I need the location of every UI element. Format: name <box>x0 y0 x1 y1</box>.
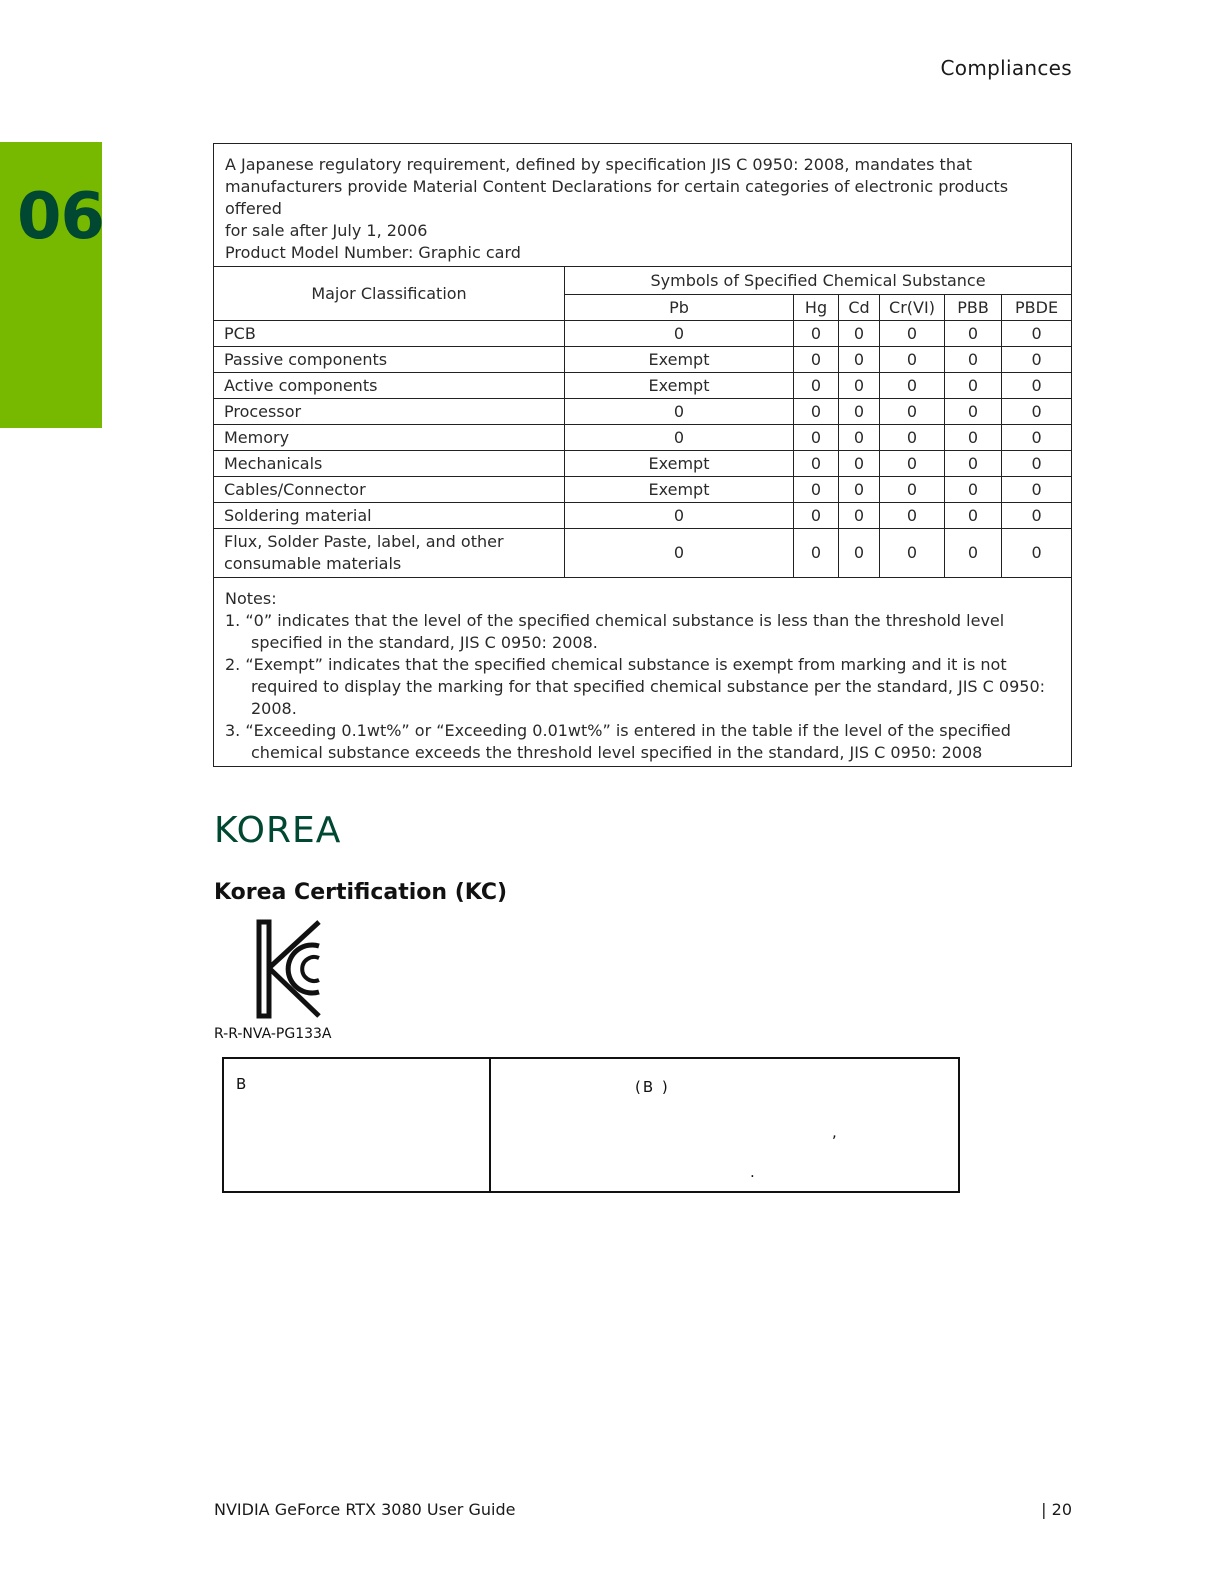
section-title: Compliances <box>940 56 1072 80</box>
row-value: 0 <box>839 425 880 451</box>
class-b-desc: (B ) <box>635 1078 670 1096</box>
intro-line: manufacturers provide Material Content Declarations for certain categories of electronic products offered <box>225 177 1009 218</box>
row-classification: Flux, Solder Paste, label, and other consumable materials <box>214 529 565 578</box>
intro-line: for sale after July 1, 2006 <box>225 221 428 240</box>
row-value: 0 <box>794 347 839 373</box>
korea-class-cell <box>223 1058 490 1192</box>
row-value: 0 <box>945 477 1002 503</box>
row-classification: PCB <box>214 321 565 347</box>
row-value: 0 <box>794 373 839 399</box>
row-value: 0 <box>794 503 839 529</box>
row-value: 0 <box>794 529 839 578</box>
desc-mark: . <box>750 1163 755 1181</box>
row-value: Exempt <box>565 451 794 477</box>
row-value: 0 <box>945 451 1002 477</box>
row-value: 0 <box>1002 347 1072 373</box>
row-value: 0 <box>945 425 1002 451</box>
table-row <box>214 451 1072 477</box>
column-header: Pb <box>565 295 794 321</box>
kc-subheading: Korea Certification (KC) <box>214 880 508 905</box>
intro-line: Product Model Number: Graphic card <box>225 243 521 262</box>
column-header: Cr(VI) <box>880 295 945 321</box>
row-classification: Soldering material <box>214 503 565 529</box>
table-row <box>214 373 1072 399</box>
row-value: 0 <box>1002 373 1072 399</box>
table-row <box>214 477 1072 503</box>
intro-line: A Japanese regulatory requirement, defined by specification JIS C 0950: 2008, mandates that <box>225 155 973 174</box>
row-value: 0 <box>880 321 945 347</box>
row-value: 0 <box>945 399 1002 425</box>
row-value: 0 <box>794 425 839 451</box>
notes-label: Notes: <box>225 589 277 608</box>
row-value: 0 <box>1002 477 1072 503</box>
row-value: 0 <box>839 321 880 347</box>
row-value: Exempt <box>565 477 794 503</box>
row-value: 0 <box>839 347 880 373</box>
row-value: 0 <box>565 425 794 451</box>
table-row <box>214 347 1072 373</box>
korea-heading: KOREA <box>214 810 342 851</box>
japan-substance-table <box>213 143 1072 767</box>
row-value: 0 <box>1002 529 1072 578</box>
column-header: Cd <box>839 295 880 321</box>
table-row <box>214 399 1072 425</box>
row-value: 0 <box>1002 399 1072 425</box>
row-value: 0 <box>839 451 880 477</box>
korea-class-table <box>222 1057 960 1193</box>
footer-page-number: | 20 <box>1041 1500 1072 1519</box>
row-value: 0 <box>880 373 945 399</box>
row-value: 0 <box>1002 451 1072 477</box>
row-value: 0 <box>839 529 880 578</box>
column-header: PBDE <box>1002 295 1072 321</box>
chapter-number: 06 <box>17 180 105 254</box>
row-value: 0 <box>839 399 880 425</box>
row-value: 0 <box>794 477 839 503</box>
row-classification: Active components <box>214 373 565 399</box>
korea-class-desc-cell <box>490 1058 959 1192</box>
row-value: 0 <box>880 399 945 425</box>
row-value: 0 <box>880 503 945 529</box>
major-classification-header: Major Classification <box>214 267 565 321</box>
row-value: 0 <box>1002 425 1072 451</box>
row-value: 0 <box>794 321 839 347</box>
japan-notes <box>214 578 1072 767</box>
note-item: 3. “Exceeding 0.1wt%” or “Exceeding 0.01wt%” is entered in the table if the level of the specified chemical substance exceeds the threshold level specified in the standard, JIS C 0950: 2008 <box>225 721 1011 762</box>
class-b-label: B <box>236 1075 247 1093</box>
note-item: 2. “Exempt” indicates that the specified chemical substance is exempt from marking and it is not required to display the marking for that specified chemical substance per the standard, JIS C 0950: 2008. <box>225 655 1046 718</box>
row-value: 0 <box>945 321 1002 347</box>
row-value: 0 <box>565 399 794 425</box>
row-value: Exempt <box>565 347 794 373</box>
row-classification: Passive components <box>214 347 565 373</box>
kc-mark-logo <box>255 918 327 1020</box>
desc-mark: , <box>832 1123 837 1141</box>
row-classification: Mechanicals <box>214 451 565 477</box>
row-value: 0 <box>565 529 794 578</box>
row-value: Exempt <box>565 373 794 399</box>
column-header: PBB <box>945 295 1002 321</box>
row-value: 0 <box>880 529 945 578</box>
row-value: 0 <box>945 347 1002 373</box>
row-value: 0 <box>794 399 839 425</box>
kc-certification-code: R-R-NVA-PG133A <box>214 1026 332 1042</box>
japan-table-body <box>214 321 1072 578</box>
table-row <box>214 503 1072 529</box>
row-value: 0 <box>880 425 945 451</box>
footer-doc-title: NVIDIA GeForce RTX 3080 User Guide <box>214 1500 516 1519</box>
row-value: 0 <box>880 347 945 373</box>
table-row <box>214 529 1072 578</box>
row-classification: Processor <box>214 399 565 425</box>
table-row <box>214 321 1072 347</box>
row-value: 0 <box>880 451 945 477</box>
row-classification: Cables/Connector <box>214 477 565 503</box>
row-value: 0 <box>880 477 945 503</box>
row-value: 0 <box>565 503 794 529</box>
row-value: 0 <box>1002 321 1072 347</box>
row-value: 0 <box>839 477 880 503</box>
row-value: 0 <box>839 373 880 399</box>
table-row <box>214 425 1072 451</box>
symbols-header: Symbols of Specified Chemical Substance <box>565 267 1072 295</box>
row-classification: Memory <box>214 425 565 451</box>
row-value: 0 <box>945 529 1002 578</box>
row-value: 0 <box>839 503 880 529</box>
row-value: 0 <box>794 451 839 477</box>
japan-intro <box>214 144 1072 267</box>
row-value: 0 <box>945 503 1002 529</box>
row-value: 0 <box>945 373 1002 399</box>
row-value: 0 <box>565 321 794 347</box>
note-item: 1. “0” indicates that the level of the specified chemical substance is less than the threshold level specified in the standard, JIS C 0950: 2008. <box>225 611 1005 652</box>
column-header: Hg <box>794 295 839 321</box>
row-value: 0 <box>1002 503 1072 529</box>
